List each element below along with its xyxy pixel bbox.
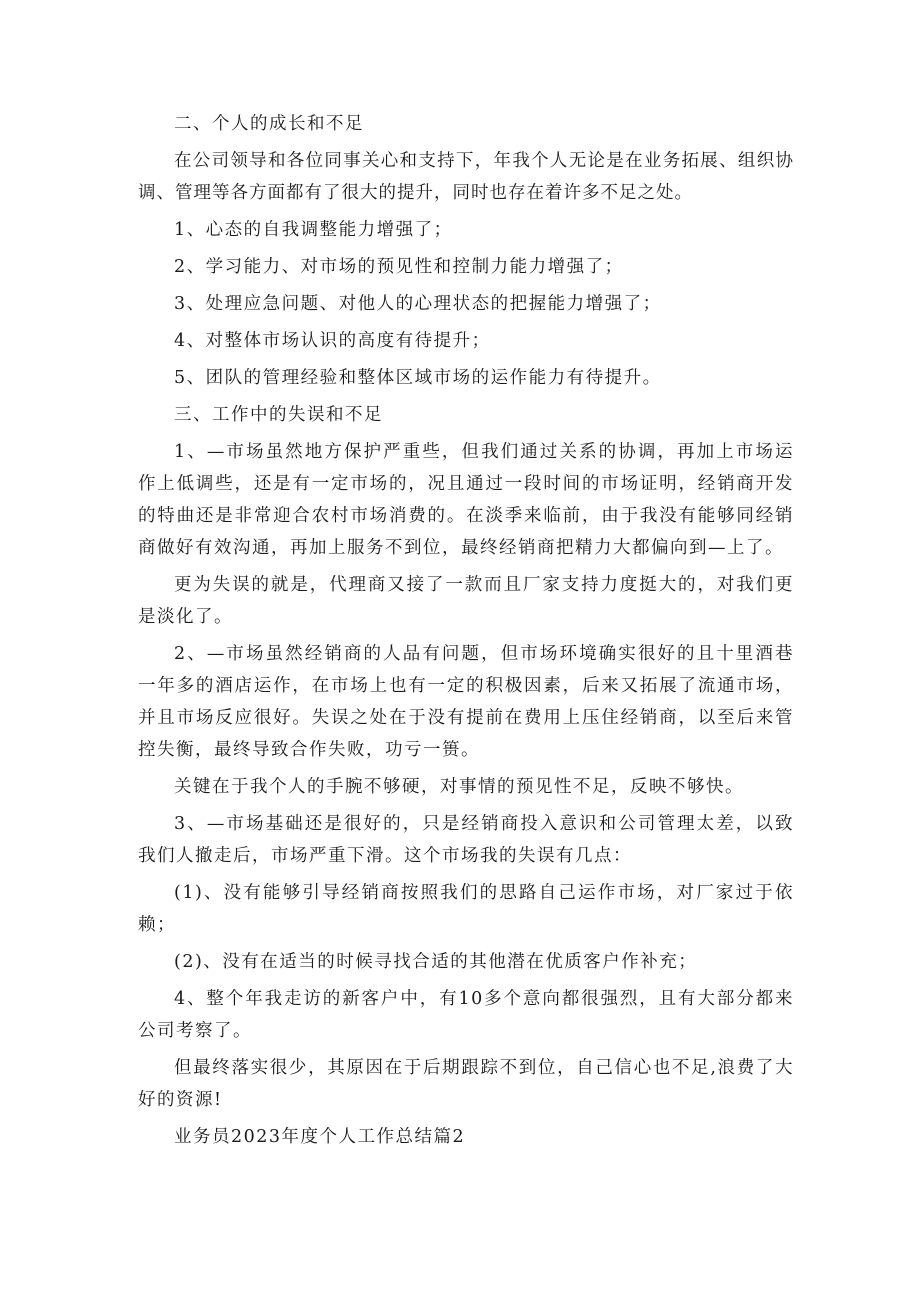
section-heading-growth: 二、个人的成长和不足	[174, 114, 364, 134]
paragraph-mistake-2-note: 关键在于我个人的手腕不够硬，对事情的预见性不足，反映不够快。	[174, 777, 744, 797]
next-article-title: 业务员2023年度个人工作总结篇2	[174, 1127, 466, 1147]
list-item-3: 3、处理应急问题、对他人的心理状态的把握能力增强了；	[174, 294, 662, 314]
document-body	[138, 108, 794, 1153]
paragraph-mistake-1: 1、—市场虽然地方保护严重些，但我们通过关系的协调，再加上市场运作上低调些，还是有一定市场的，况且通过一段时间的市场证明，经销商开发的特曲还是非常迎合农村市场消费的。在淡季来临前，由于我没有能够同经销商做好有效沟通，再加上服务不到位，最终经销商把精力大都偏向到—上了。	[138, 442, 794, 558]
list-item-5: 5、团队的管理经验和整体区域市场的运作能力有待提升。	[174, 368, 662, 388]
paragraph-mistake-3-point-1: (1)、没有能够引导经销商按照我们的思路自己运作市场，对厂家过于依赖；	[138, 883, 794, 935]
paragraph-mistake-4-note: 但最终落实很少，其原因在于后期跟踪不到位，自己信心也不足,浪费了大好的资源!	[138, 1058, 794, 1110]
paragraph-mistake-3: 3、—市场基础还是很好的，只是经销商投入意识和公司管理太差，以致我们人撤走后，市场严重下滑。这个市场我的失误有几点：	[138, 814, 794, 866]
list-item-1: 1、心态的自我调整能力增强了；	[174, 220, 453, 240]
section-heading-mistakes: 三、工作中的失误和不足	[174, 405, 383, 425]
paragraph-mistake-1-note: 更为失误的就是，代理商又接了一款而且厂家支持力度挺大的，对我们更是淡化了。	[138, 575, 794, 627]
paragraph-intro: 在公司领导和各位同事关心和支持下，年我个人无论是在业务拓展、组织协调、管理等各方面都有了很大的提升，同时也存在着许多不足之处。	[138, 151, 794, 203]
paragraph-mistake-4: 4、整个年我走访的新客户中，有10多个意向都很强烈，且有大部分都来公司考察了。	[138, 989, 794, 1041]
paragraph-mistake-2: 2、—市场虽然经销商的人品有问题，但市场环境确实很好的且十里酒巷一年多的酒店运作，在市场上也有一定的积极因素，后来又拓展了流通市场，并且市场反应很好。失误之处在于没有提前在费用上压住经销商，以至后来管控失衡，最终导致合作失败，功亏一篑。	[138, 644, 794, 760]
paragraph-mistake-3-point-2: (2)、没有在适当的时候寻找合适的其他潜在优质客户作补充；	[174, 952, 698, 972]
list-item-4: 4、对整体市场认识的高度有待提升；	[174, 331, 491, 351]
list-item-2: 2、学习能力、对市场的预见性和控制力能力增强了；	[174, 257, 624, 277]
